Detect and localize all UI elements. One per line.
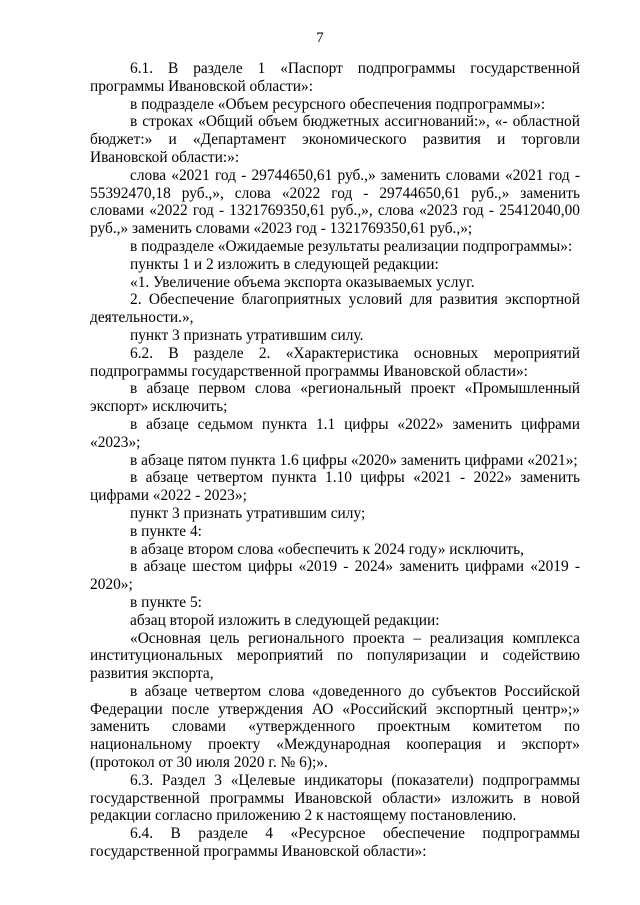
- paragraph: пункт 3 признать утратившим силу.: [130, 326, 364, 344]
- paragraph: пункт 3 признать утратившим силу;: [130, 504, 366, 522]
- paragraph: в абзаце шестом цифры «2019 - 2024» заменить цифрами «2019 - 2020»;: [90, 558, 580, 594]
- paragraph: 6.3. Раздел 3 «Целевые индикаторы (показатели) подпрограммы государственной программы Ивановской области» изложить в новой редакции согласно приложению 2 к настоящему постановлению.: [90, 771, 580, 825]
- paragraph: 6.4. В разделе 4 «Ресурсное обеспечение подпрограммы государственной программы Ивановской области»:: [90, 825, 580, 861]
- paragraph: в пункте 5:: [130, 593, 202, 611]
- paragraph: 6.1. В разделе 1 «Паспорт подпрограммы государственной программы Ивановской области»:: [90, 60, 580, 95]
- paragraph: «1. Увеличение объема экспорта оказываемых услуг.: [130, 273, 475, 291]
- paragraph: в абзаце четвертом пункта 1.10 цифры «2021 - 2022» заменить цифрами «2022 - 2023»;: [90, 469, 580, 505]
- paragraph: в пункте 4:: [130, 522, 202, 540]
- page-number: 7: [316, 30, 324, 46]
- paragraph: 6.2. В разделе 2. «Характеристика основных мероприятий подпрограммы государственной программы Ивановской области»:: [90, 344, 580, 380]
- paragraph: в абзаце четвертом слова «доведенного до субъектов Российской Федерации после утверждения АО «Российский экспортный центр»;» заменить словами «утвержденного проектным комитетом по национальному проекту «Международная кооперация и экспорт» (протокол от 30 июля 2020 г. № 6);».: [90, 682, 580, 772]
- document-body: [90, 60, 580, 861]
- paragraph: 2. Обеспечение благоприятных условий для развития экспортной деятельности.»,: [90, 291, 580, 327]
- paragraph: абзац второй изложить в следующей редакции:: [130, 611, 440, 629]
- paragraph: в подразделе «Объем ресурсного обеспечения подпрограммы»:: [130, 95, 546, 113]
- paragraph: «Основная цель регионального проекта – реализация комплекса институциональных мероприятий по популяризации и содействию развития экспорта,: [90, 629, 580, 683]
- paragraph: в строках «Общий объем бюджетных ассигнований:», «- областной бюджет:» и «Департамент экономического развития и торговли Ивановской области:»:: [90, 113, 580, 166]
- paragraph: слова «2021 год - 29744650,61 руб.,» заменить словами «2021 год - 55392470,18 руб.,», слова «2022 год - 29744650,61 руб.,» заменить словами «2022 год - 1321769350,61 руб.,», слова «2023 год - 25412040,00 руб.,» заменить словами «2023 год - 1321769350,61 руб.,»;: [90, 166, 580, 238]
- paragraph: в абзаце первом слова «региональный проект «Промышленный экспорт» исключить;: [90, 380, 580, 416]
- paragraph: в абзаце втором слова «обеспечить к 2024 году» исключить,: [130, 540, 524, 558]
- paragraph: в абзаце седьмом пункта 1.1 цифры «2022» заменить цифрами «2023»;: [90, 415, 580, 451]
- paragraph: в подразделе «Ожидаемые результаты реализации подпрограммы»:: [130, 237, 573, 255]
- paragraph: пункты 1 и 2 изложить в следующей редакции:: [130, 255, 439, 273]
- paragraph: в абзаце пятом пункта 1.6 цифры «2020» заменить цифрами «2021»;: [130, 451, 578, 469]
